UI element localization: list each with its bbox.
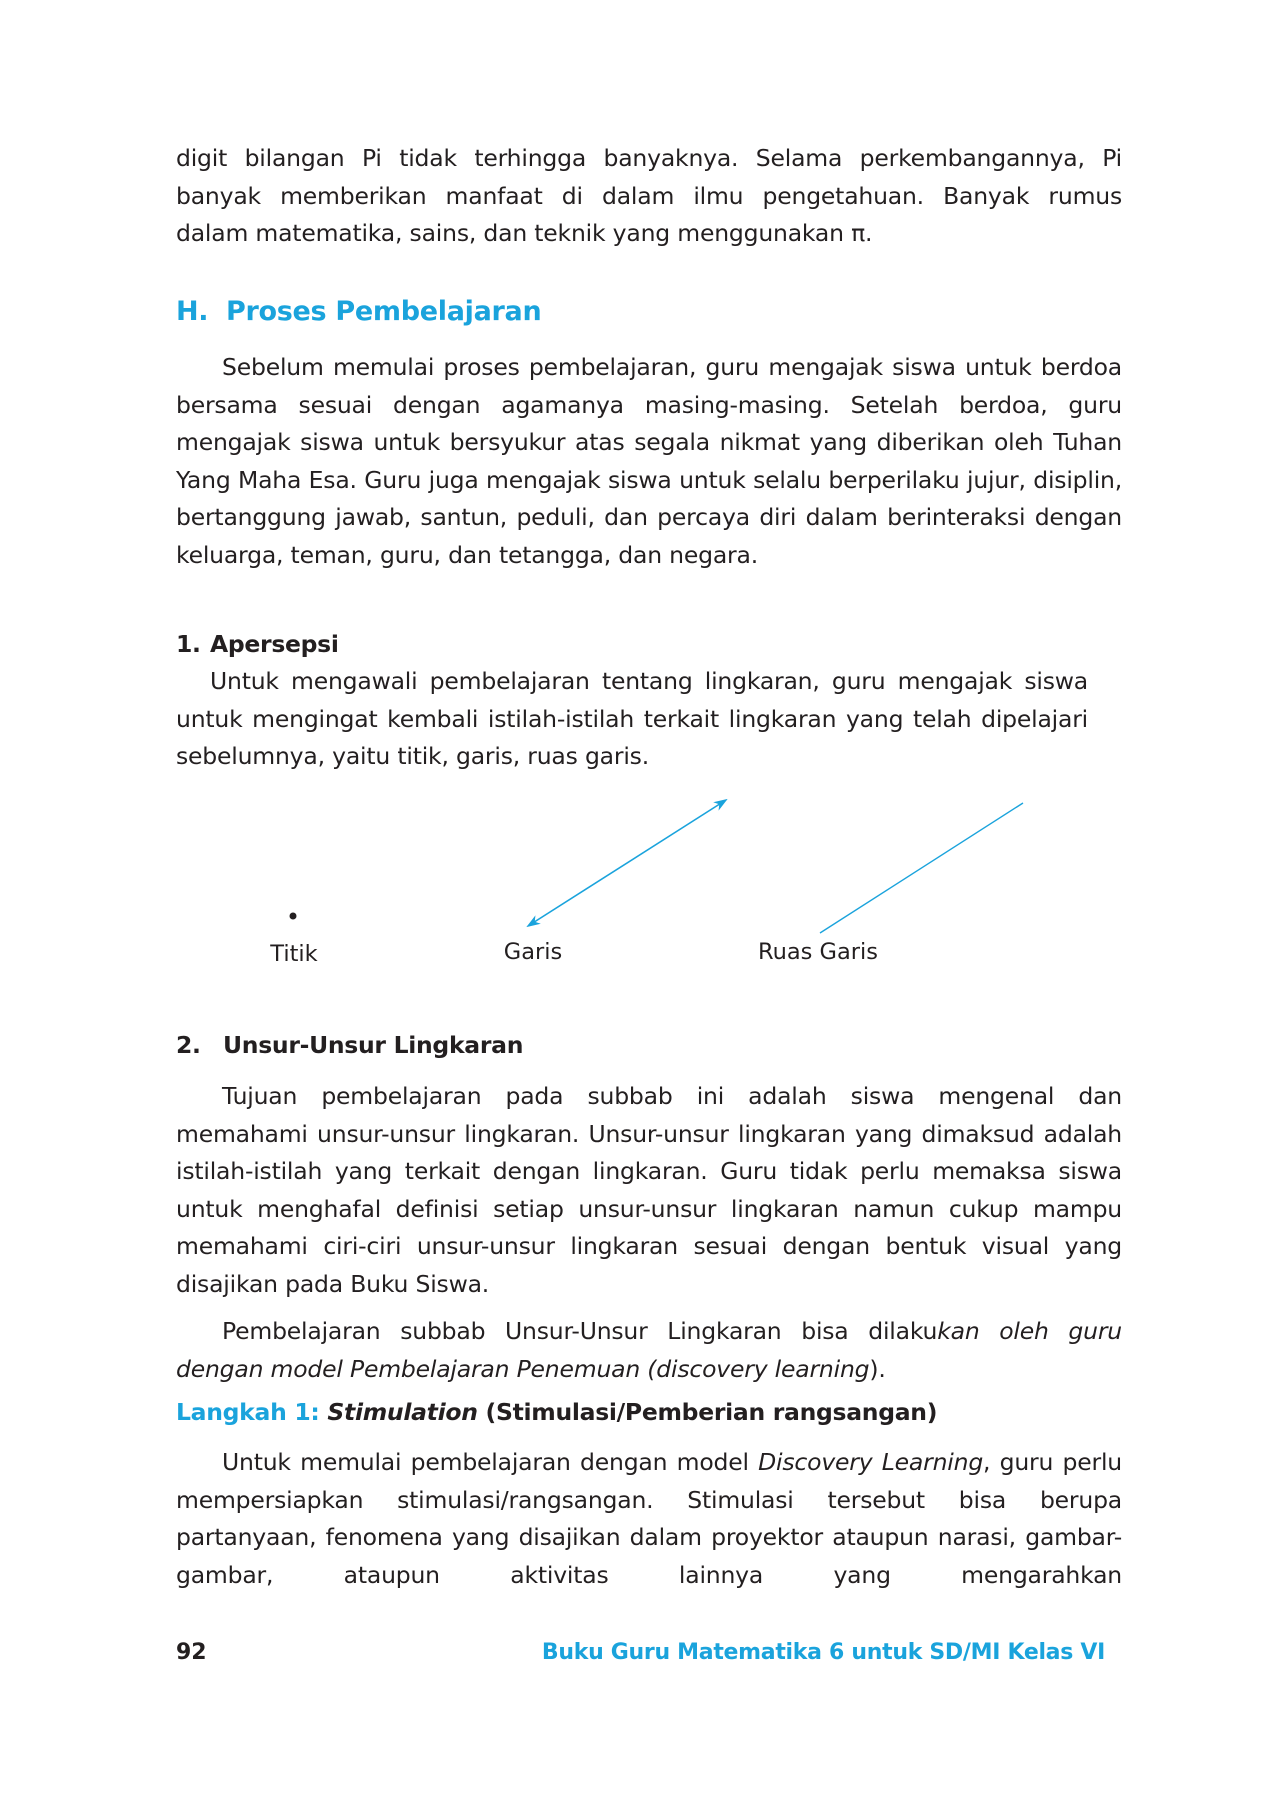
geometry-diagram — [0, 780, 1281, 1000]
subsection-2-text-2 — [176, 1313, 1122, 1388]
langkah-1-text-italic: Discovery Learning — [758, 1448, 984, 1476]
label-titik: Titik — [270, 941, 318, 967]
intro-paragraph — [176, 140, 1122, 253]
paragraph-2-regular-start: Pembelajaran subbab Unsur-Unsur Lingkaran bisa dilaku — [222, 1317, 938, 1345]
subsection-1-title: Apersepsi — [210, 630, 339, 658]
subsection-1 — [176, 626, 1122, 663]
intro-line-2: banyak memberikan manfaat di dalam ilmu pengetahuan. Banyak rumus — [176, 181, 1122, 210]
section-h-text: Sebelum memulai proses pembelajaran, guru mengajak siswa untuk berdoa bersama sesuai dengan agamanya masing-masing. Setelah berdoa, guru mengajak siswa untuk bersyukur atas segala nikmat yang diberikan oleh Tuhan Yang Maha Esa. Guru juga mengajak siswa untuk selalu berperilaku jujur, disiplin, bertanggung jawab, santun, peduli, dan percaya diri dalam berinteraksi dengan keluarga, teman, guru, dan tetangga, dan negara. — [176, 353, 1122, 569]
subsection-2-number: 2. — [176, 1031, 201, 1059]
diagram-canvas — [0, 780, 1281, 1000]
subsection-2-title: Unsur-Unsur Lingkaran — [223, 1031, 524, 1059]
langkah-1-paragraph — [176, 1444, 1122, 1594]
paragraph-2-regular-end: ). — [869, 1354, 886, 1383]
subsection-2-paragraph-2 — [176, 1313, 1122, 1388]
subsection-1-text: Untuk mengawali pembelajaran tentang lingkaran, guru mengajak siswa untuk mengingat kembali istilah-istilah terkait lingkaran yang telah dipelajari sebelumnya, yaitu titik, garis, ruas garis. — [176, 667, 1088, 770]
label-garis: Garis — [503, 939, 563, 965]
page-number: 92 — [176, 1640, 207, 1665]
langkah-1-title-rest: (Stimulasi/Pemberian rangsangan) — [477, 1398, 938, 1426]
intro-line-1: digit bilangan Pi tidak terhingga banyaknya. Selama perkembangannya, Pi — [176, 144, 1122, 172]
subsection-1-heading — [176, 626, 1122, 663]
langkah-1-text-rest: , guru perlu mempersiapkan stimulasi/rangsangan. Stimulasi tersebut bisa berupa partanyaan, fenomena yang disajikan dalam proyektor ataupun narasi, gambar-gambar, ataupun aktivitas lainnya yang mengarahkan — [176, 1448, 1122, 1589]
point-icon — [290, 913, 297, 920]
subsection-2-heading — [176, 1027, 1122, 1064]
langkah-1-label: Langkah 1: — [176, 1398, 320, 1426]
section-title: Proses Pembelajaran — [226, 296, 542, 327]
subsection-2-paragraph-1 — [176, 1078, 1122, 1303]
langkah-1-title — [176, 1394, 1122, 1431]
subsection-1-paragraph — [176, 663, 1088, 776]
subsection-2-text-1: Tujuan pembelajaran pada subbab ini adalah siswa mengenal dan memahami unsur-unsur lingkaran. Unsur-unsur lingkaran yang dimaksud adalah istilah-istilah yang terkait dengan lingkaran. Guru tidak perlu memaksa siswa untuk menghafal definisi setiap unsur-unsur lingkaran namun cukup mampu memahami ciri-ciri unsur-unsur lingkaran sesuai dengan bentuk visual yang disajikan pada Buku Siswa. — [176, 1082, 1122, 1298]
line-arrow-icon — [528, 800, 726, 926]
langkah-1-text-start: Untuk memulai pembelajaran dengan model — [222, 1448, 759, 1476]
langkah-1-text — [176, 1444, 1122, 1594]
footer-book-title: Buku Guru Matematika 6 untuk SD/MI Kelas VI — [541, 1640, 1105, 1665]
subsection-1-number: 1. — [176, 630, 201, 658]
paragraph-2-italic: kan oleh guru dengan model Pembelajaran Penemuan (discovery learning — [176, 1317, 1122, 1383]
section-heading — [176, 296, 1122, 327]
langkah-1-heading — [176, 1394, 1122, 1431]
intro-line-3: dalam matematika, sains, dan teknik yang menggunakan π. — [176, 219, 873, 247]
label-ruas-garis: Ruas Garis — [758, 939, 878, 965]
section-h-paragraph — [176, 349, 1122, 574]
section-number: H. — [176, 296, 209, 327]
subsection-2 — [176, 1027, 1122, 1064]
langkah-1-title-italic: Stimulation — [327, 1398, 478, 1426]
section-h-heading — [176, 296, 1122, 327]
line-segment-icon — [820, 803, 1023, 933]
